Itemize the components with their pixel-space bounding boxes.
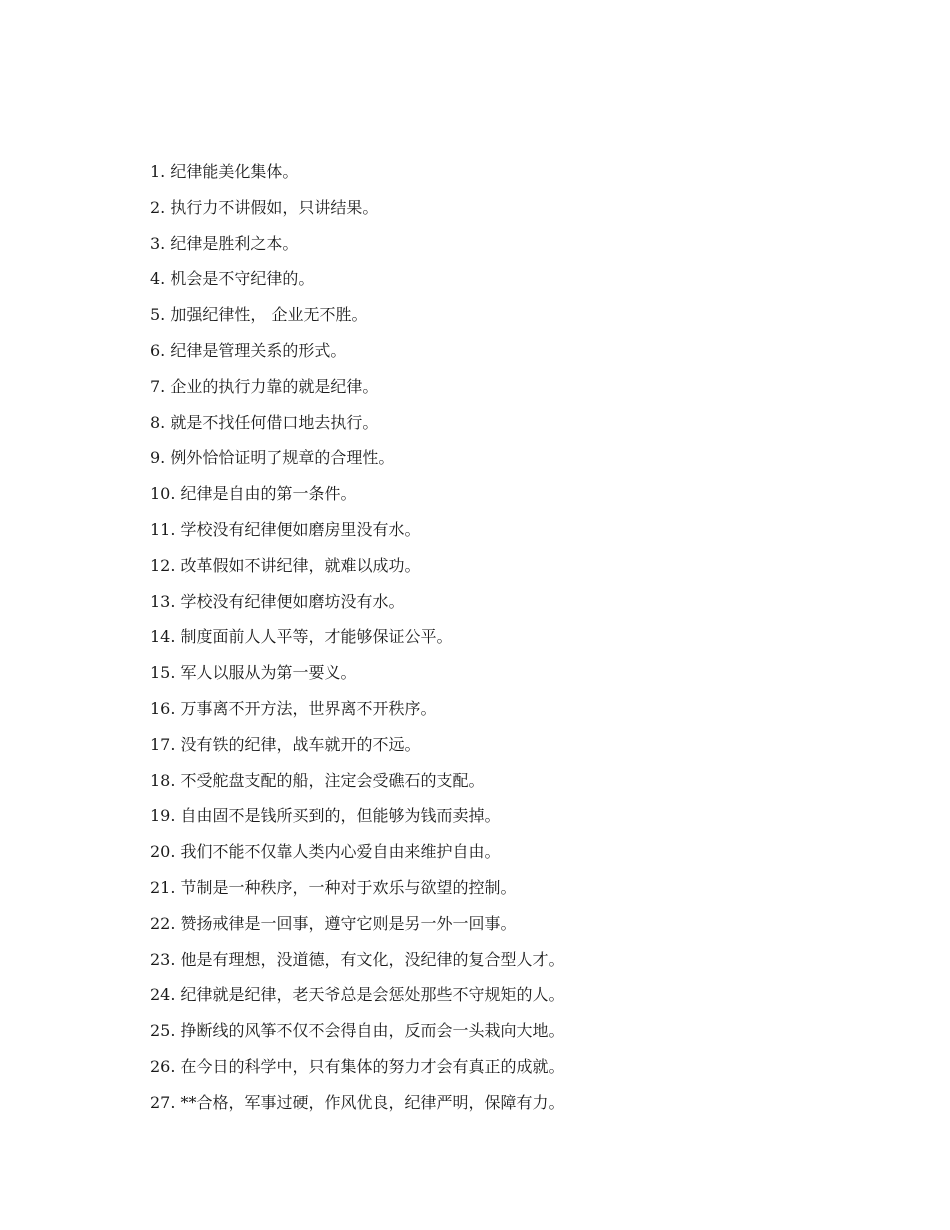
quote-list <box>150 154 850 1121</box>
list-item: 2. 执行力不讲假如，只讲结果。 <box>150 197 379 217</box>
list-item: 12. 改革假如不讲纪律，就难以成功。 <box>150 555 421 575</box>
list-item: 5. 加强纪律性， 企业无不胜。 <box>150 305 368 325</box>
list-item: 9. 例外恰恰证明了规章的合理性。 <box>150 448 395 468</box>
list-item: 3. 纪律是胜利之本。 <box>150 233 299 253</box>
list-item: 13. 学校没有纪律便如磨坊没有水。 <box>150 591 405 611</box>
list-item: 19. 自由固不是钱所买到的，但能够为钱而卖掉。 <box>150 806 501 826</box>
list-item: 20. 我们不能不仅靠人类内心爱自由来维护自由。 <box>150 842 501 862</box>
list-item: 4. 机会是不守纪律的。 <box>150 269 315 289</box>
list-item: 27. **合格，军事过硬，作风优良，纪律严明，保障有力。 <box>150 1092 565 1112</box>
list-item: 25. 挣断线的风筝不仅不会得自由，反而会一头栽向大地。 <box>150 1021 565 1041</box>
list-item: 23. 他是有理想，没道德，有文化，没纪律的复合型人才。 <box>150 949 565 969</box>
list-item: 14. 制度面前人人平等，才能够保证公平。 <box>150 627 453 647</box>
list-item: 26. 在今日的科学中，只有集体的努力才会有真正的成就。 <box>150 1056 565 1076</box>
list-item: 11. 学校没有纪律便如磨房里没有水。 <box>150 519 421 539</box>
list-item: 22. 赞扬戒律是一回事，遵守它则是另一外一回事。 <box>150 913 517 933</box>
list-item: 21. 节制是一种秩序，一种对于欢乐与欲望的控制。 <box>150 877 517 897</box>
list-item: 7. 企业的执行力靠的就是纪律。 <box>150 376 379 396</box>
list-item: 10. 纪律是自由的第一条件。 <box>150 484 357 504</box>
list-item: 6. 纪律是管理关系的形式。 <box>150 340 347 360</box>
list-item: 8. 就是不找任何借口地去执行。 <box>150 412 379 432</box>
list-item: 17. 没有铁的纪律，战车就开的不远。 <box>150 734 421 754</box>
list-item: 15. 军人以服从为第一要义。 <box>150 663 357 683</box>
list-item: 1. 纪律能美化集体。 <box>150 162 299 181</box>
list-item: 18. 不受舵盘支配的船，注定会受礁石的支配。 <box>150 770 485 790</box>
list-item: 24. 纪律就是纪律，老天爷总是会惩处那些不守规矩的人。 <box>150 985 565 1005</box>
list-item: 16. 万事离不开方法，世界离不开秩序。 <box>150 698 437 718</box>
